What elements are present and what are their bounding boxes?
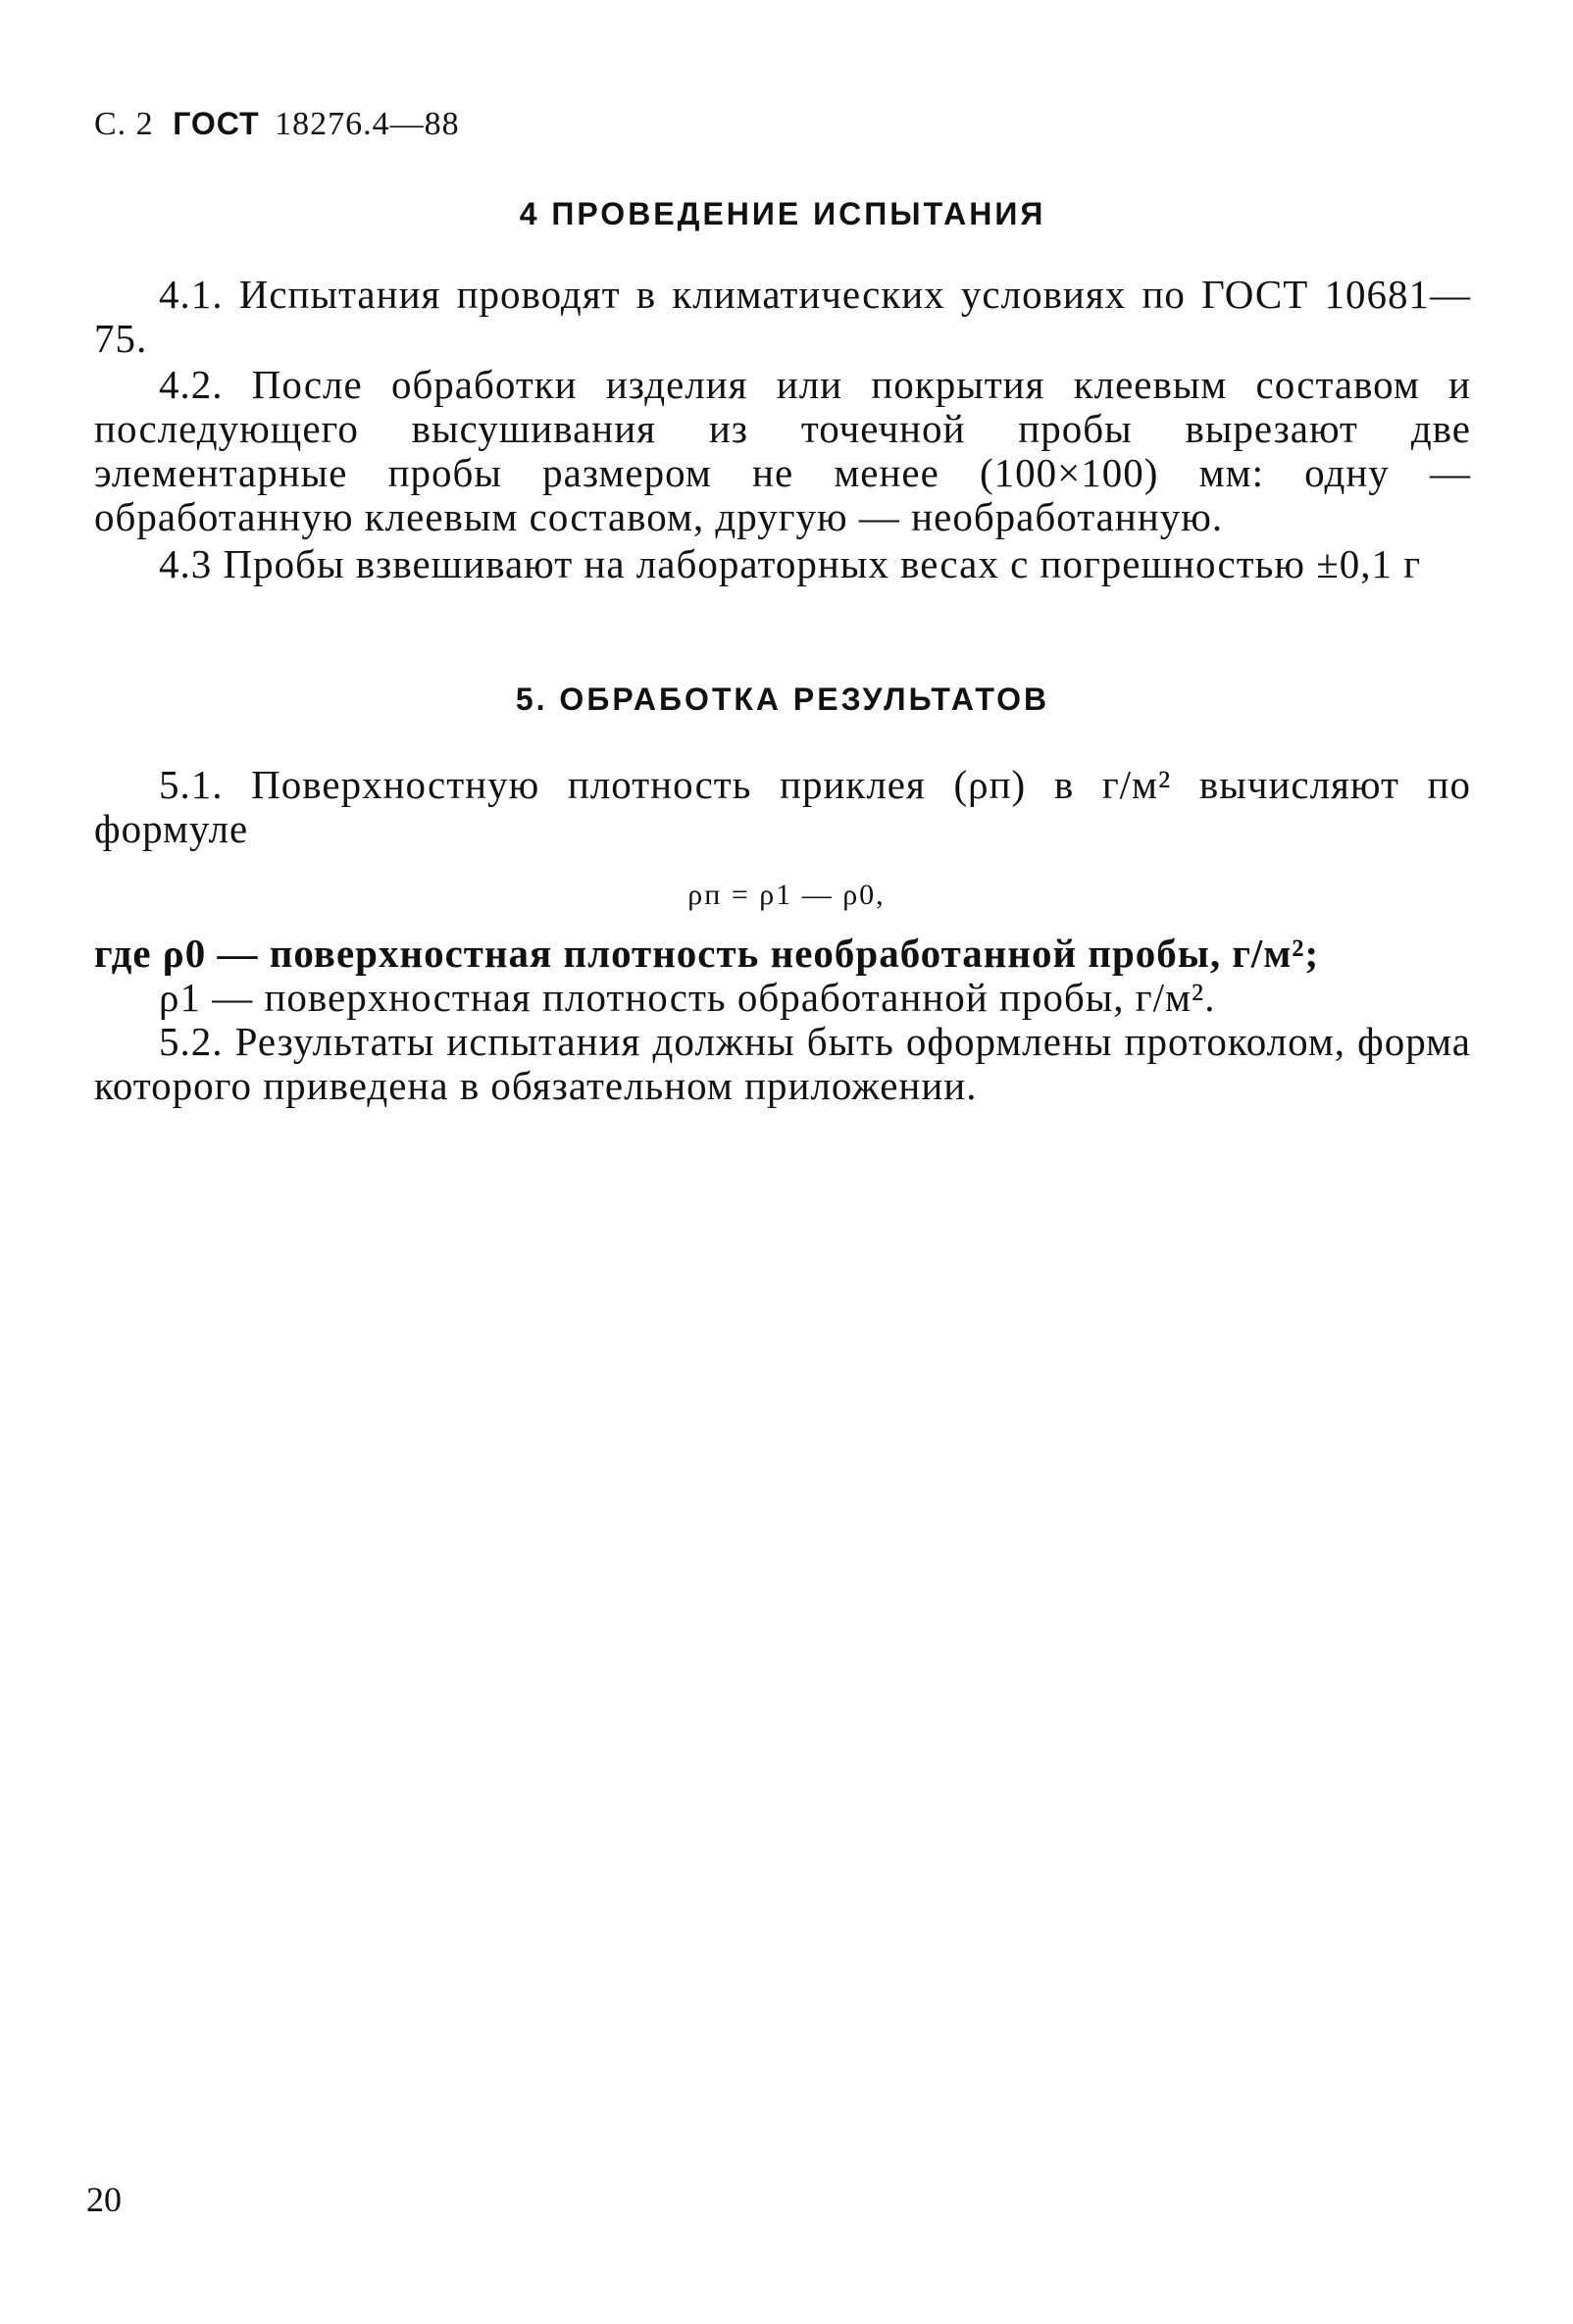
standard-number: 18276.4—88 <box>275 106 460 142</box>
paragraph-4-2: 4.2. После обработки изделия или покрытия клеевым составом и последующего высушивания из точечной пробы вырезают две элементарные пробы размером не менее (100×100) мм: одну — обработанную клеевым составом, другую — необработанную. <box>94 362 1471 539</box>
section-4-title: 4 ПРОВЕДЕНИЕ ИСПЫТАНИЯ <box>519 196 1046 231</box>
page-label: С. 2 <box>94 106 154 142</box>
paragraph-5-1: 5.1. Поверхностную плотность приклея (ρп) в г/м² вычисляют по формуле <box>94 762 1471 851</box>
standard-label: ГОСТ <box>173 106 260 141</box>
where-rho-0: где ρ0 — поверхностная плотность необработанной пробы, г/м²; <box>94 931 1320 976</box>
page-number: 20 <box>86 2180 122 2219</box>
page-header <box>94 106 460 143</box>
density-formula: ρп = ρ1 — ρ0, <box>687 879 886 911</box>
paragraph-5-2: 5.2. Результаты испытания должны быть оформлены протоколом, форма которого приведена в обязательном приложении. <box>94 1019 1471 1108</box>
paragraph-4-1: 4.1. Испытания проводят в климатических условиях по ГОСТ 10681—75. <box>94 272 1471 361</box>
where-rho-1: ρ1 — поверхностная плотность обработанной пробы, г/м². <box>159 975 1216 1020</box>
paragraph-4-3: 4.3 Пробы взвешивают на лабораторных весах с погрешностью ±0,1 г <box>159 541 1422 586</box>
section-5-title: 5. ОБРАБОТКА РЕЗУЛЬТАТОВ <box>515 682 1050 717</box>
